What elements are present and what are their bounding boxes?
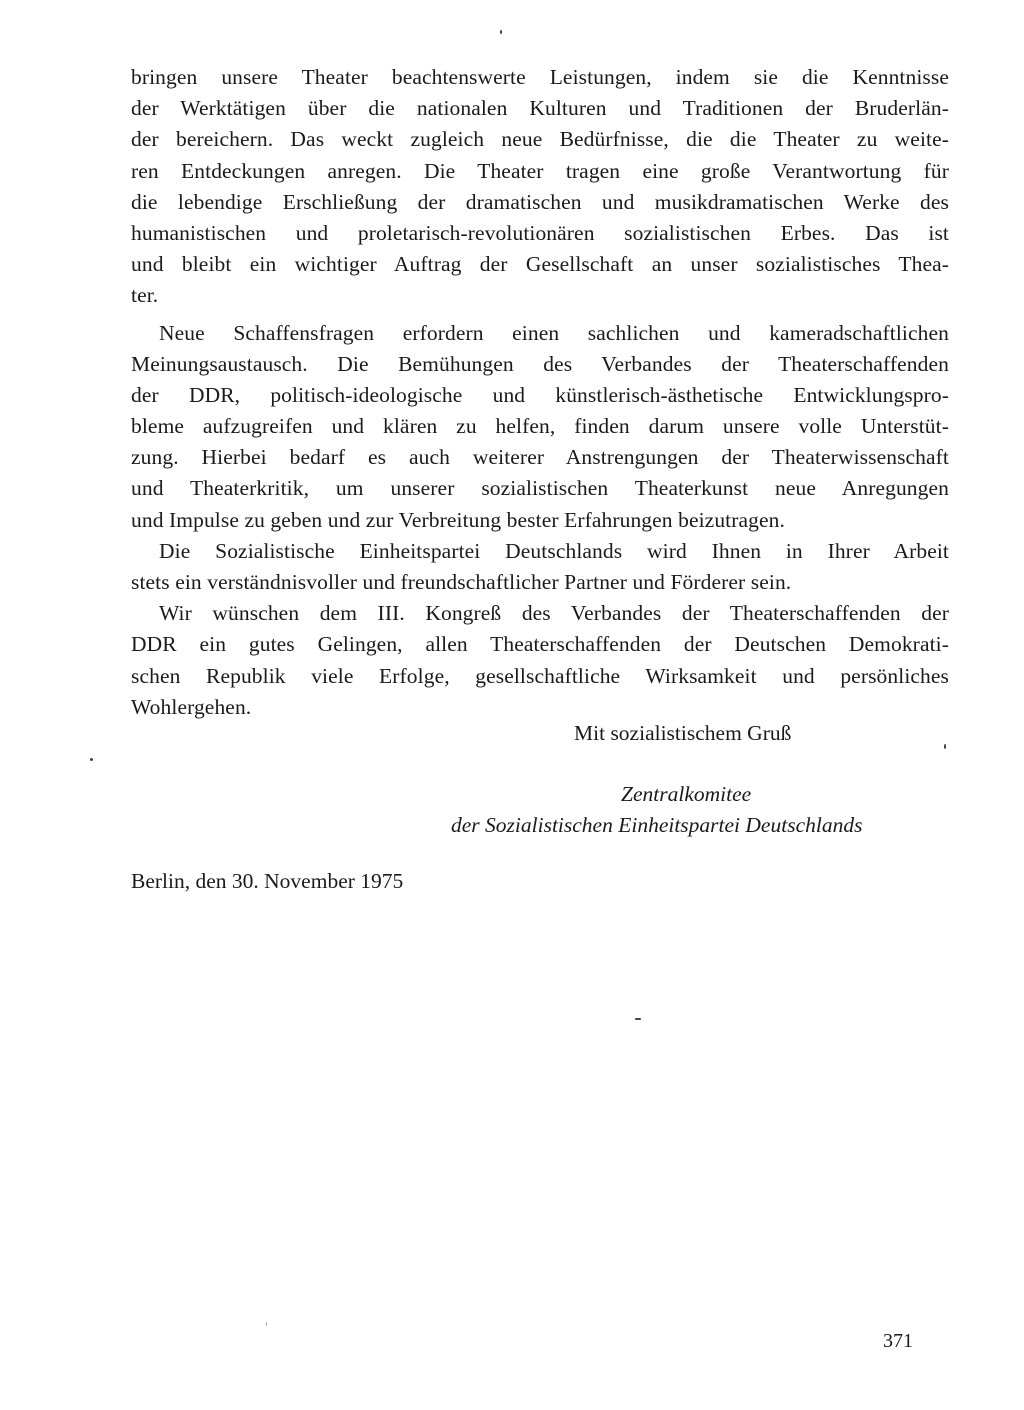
text-line: und Theaterkritik, um unserer sozialistischen Theaterkunst neue Anregungen [131,476,949,501]
letter-body [131,62,949,723]
scan-speck [90,758,93,761]
paragraph [131,318,949,536]
text-line: Wohlergehen. [131,694,252,719]
text-line: DDR ein gutes Gelingen, allen Theaterschaffenden der Deutschen Demokrati- [131,632,949,657]
text-line: ren Entdeckungen anregen. Die Theater tragen eine große Verantwortung für [131,158,949,183]
text-line: Wir wünschen dem III. Kongreß des Verbandes der Theaterschaffenden der [159,601,949,626]
text-line: humanistischen und proletarisch-revolutionären sozialistischen Erbes. Das ist [131,220,949,245]
text-line: der bereichern. Das weckt zugleich neue Bedürfnisse, die die Theater zu weite- [131,127,949,152]
scan-speck [500,30,502,34]
text-line: Die Sozialistische Einheitspartei Deutschlands wird Ihnen in Ihrer Arbeit [159,538,949,563]
text-line: Meinungsaustausch. Die Bemühungen des Verbandes der Theaterschaffenden [131,351,949,376]
text-line: und bleibt ein wichtiger Auftrag der Gesellschaft an unser sozialistisches Thea- [131,252,949,277]
paragraph [131,62,949,312]
text-line: die lebendige Erschließung der dramatischen und musikdramatischen Werke des [131,189,949,214]
dateline: Berlin, den 30. November 1975 [131,869,404,893]
text-line: ter. [131,283,159,308]
scan-speck [635,1018,641,1020]
text-line: schen Republik viele Erfolge, gesellschaftliche Wirksamkeit und persönliches [131,663,949,688]
text-line: zung. Hierbei bedarf es auch weiterer Anstrengungen der Theaterwissenschaft [131,445,949,470]
paragraph [131,598,949,723]
paragraph [131,536,949,598]
text-line: und Impulse zu geben und zur Verbreitung bester Erfahrungen beizutragen. [131,507,785,532]
text-line: bringen unsere Theater beachtenswerte Leistungen, indem sie die Kenntnisse [131,65,949,89]
page-number: 371 [883,1330,913,1352]
text-line: der DDR, politisch-ideologische und künstlerisch-ästhetische Entwicklungspro- [131,382,949,407]
scan-speck [266,1322,267,1326]
signature-line: Zentralkomitee [621,782,752,806]
text-line: bleme aufzugreifen und klären zu helfen, finden darum unsere volle Unterstüt- [131,414,949,439]
signature-line: der Sozialistischen Einheitspartei Deutschlands [451,813,863,837]
text-line: stets ein verständnisvoller und freundschaftlicher Partner und Förderer sein. [131,570,792,594]
text-line: Neue Schaffensfragen erfordern einen sachlichen und kameradschaftlichen [159,320,949,345]
text-line: der Werktätigen über die nationalen Kulturen und Traditionen der Bruderlän- [131,96,949,121]
scan-speck [944,744,946,749]
closing-salutation: Mit sozialistischem Gruß [574,721,792,745]
